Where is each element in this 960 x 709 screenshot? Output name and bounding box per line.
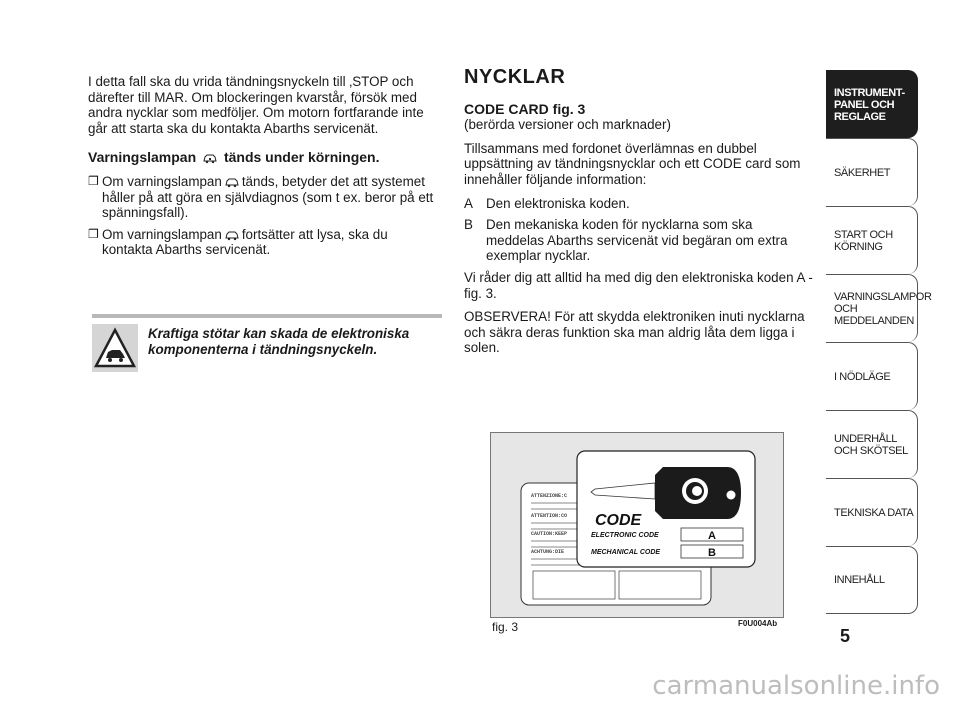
subsection-title: CODE CARD fig. 3 bbox=[464, 100, 586, 117]
car-key-lamp-icon bbox=[224, 229, 240, 241]
warning-triangle-icon bbox=[92, 324, 138, 372]
code-card-figure bbox=[490, 432, 784, 618]
electronic-code-value: A bbox=[708, 530, 716, 542]
tab-instrument-panel[interactable]: INSTRUMENT- PANEL OCH REGLAGE bbox=[826, 70, 918, 138]
item-label: B bbox=[464, 217, 473, 233]
list-item: ❒ Om varningslampan tänds, betyder det att systemet håller på att göra en självdiagnos (som t ex. beror på ett spänningsfall). bbox=[88, 173, 434, 221]
tab-safety[interactable]: SÄKERHET bbox=[826, 138, 918, 206]
card-note-text: ATTENZIONE:C bbox=[531, 493, 568, 499]
warning-box bbox=[92, 314, 442, 374]
paragraph: Tillsammans med fordonet överlämnas en dubbel uppsättning av tändningsnycklar och ett CODE card som innehåller följande information: bbox=[464, 140, 801, 187]
car-key-lamp-icon bbox=[224, 176, 240, 188]
car-key-lamp-icon bbox=[202, 152, 218, 164]
checkbox-bullet-icon: ❒ bbox=[88, 173, 99, 188]
tab-emergency[interactable]: I NÖDLÄGE bbox=[826, 342, 918, 410]
list-item: ❒ Om varningslampan fortsätter att lysa, ska du kontakta Abarths servicenät. bbox=[88, 226, 388, 258]
subsection-note: (berörda versioner och marknader) bbox=[464, 117, 671, 133]
item-label: A bbox=[464, 195, 473, 211]
left-column bbox=[88, 74, 440, 264]
middle-column bbox=[464, 66, 814, 364]
checkbox-bullet-icon: ❒ bbox=[88, 226, 99, 241]
section-title: NYCKLAR bbox=[464, 66, 566, 88]
tab-start-driving[interactable]: START OCH KÖRNING bbox=[826, 206, 918, 274]
tab-contents[interactable]: INNEHÅLL bbox=[826, 546, 918, 614]
paragraph: Vi råder dig att alltid ha med dig den elektroniska koden A - fig. 3. bbox=[464, 269, 813, 301]
code-card-illustration bbox=[491, 433, 783, 617]
figure-caption: fig. 3 bbox=[492, 620, 519, 634]
tab-warning-lamps[interactable]: VARNINGSLAMPOR OCH MEDDELANDEN bbox=[826, 274, 918, 342]
watermark: carmanualsonline.info bbox=[652, 671, 940, 701]
warning-text: Kraftiga stötar kan skada de elektroniska komponenterna i tändningsnyckeln. bbox=[148, 326, 410, 357]
page-number: 5 bbox=[840, 626, 851, 646]
list-item: A Den elektroniska koden. bbox=[464, 195, 630, 211]
tab-maintenance[interactable]: UNDERHÅLL OCH SKÖTSEL bbox=[826, 410, 918, 478]
paragraph: OBSERVERA! För att skydda elektroniken inuti nycklarna och säkra deras funktion ska man aldrig låta dem ligga i solen. bbox=[464, 309, 805, 356]
card-note-text: ATTENTION:CO bbox=[531, 513, 568, 519]
mechanical-code-value: B bbox=[708, 547, 716, 559]
warning-lamp-heading: Varningslampan tänds under körningen. bbox=[88, 149, 380, 166]
chapter-tabs bbox=[826, 70, 932, 614]
mechanical-code-label: MECHANICAL CODE bbox=[591, 549, 661, 556]
electronic-code-label: ELECTRONIC CODE bbox=[591, 532, 659, 539]
card-note-text: CAUTION:KEEP bbox=[531, 531, 568, 537]
list-item: B Den mekaniska koden för nycklarna som ska meddelas Abarths servicenät vid begäran om extra exemplar nycklar. bbox=[464, 217, 788, 264]
tab-technical-data[interactable]: TEKNISKA DATA bbox=[826, 478, 918, 546]
figure-code: F0U004Ab bbox=[738, 619, 778, 628]
card-note-text: ACHTUNG:DIE bbox=[531, 549, 565, 555]
card-title: CODE bbox=[595, 512, 642, 529]
intro-paragraph: I detta fall ska du vrida tändningsnyckeln till ‚STOP och därefter till MAR. Om blockeringen kvarstår, försök med andra nycklar som medföljer. Om motorn fortfarande inte går att starta ska du kontakta Abarths servicenät. bbox=[88, 74, 424, 136]
